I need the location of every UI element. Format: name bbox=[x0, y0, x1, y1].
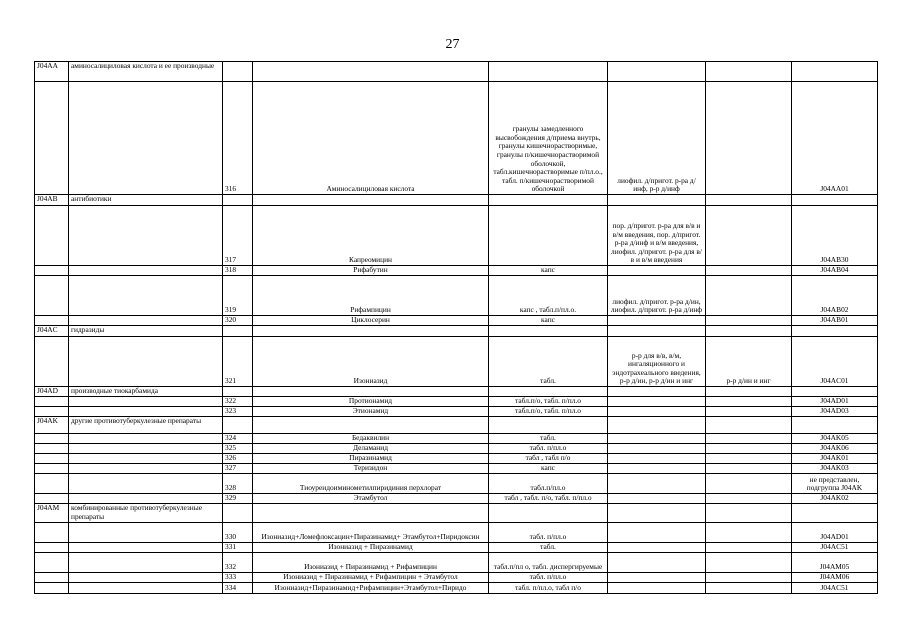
empty-cell bbox=[489, 62, 608, 82]
table-row bbox=[35, 464, 878, 474]
atc-group-name: гидразиды bbox=[69, 326, 223, 337]
empty-cell bbox=[69, 444, 223, 454]
drug-name: Протионамид bbox=[253, 397, 489, 407]
item-number: 328 bbox=[223, 474, 253, 494]
table-row bbox=[35, 474, 878, 494]
empty-cell bbox=[706, 417, 792, 434]
group-row bbox=[35, 504, 878, 523]
table-row bbox=[35, 337, 878, 387]
drug-name: Циклосерин bbox=[253, 316, 489, 326]
empty-cell bbox=[69, 494, 223, 504]
item-number: 316 bbox=[223, 82, 253, 195]
dosage-form: табл. п/пл.о bbox=[489, 444, 608, 454]
dosage-form: капс , табл.п/пл.о. bbox=[489, 276, 608, 316]
empty-cell bbox=[35, 454, 69, 464]
item-number: 327 bbox=[223, 464, 253, 474]
dosage-form: табл.п/пл.о bbox=[489, 474, 608, 494]
dosage-form-other bbox=[706, 573, 792, 583]
atc-code: J04AB01 bbox=[792, 316, 878, 326]
dosage-form-injectable bbox=[608, 494, 706, 504]
dosage-form-other bbox=[706, 444, 792, 454]
dosage-form-other bbox=[706, 407, 792, 417]
empty-cell bbox=[35, 276, 69, 316]
item-number: 334 bbox=[223, 583, 253, 594]
empty-cell bbox=[35, 407, 69, 417]
atc-code: J04AD01 bbox=[792, 523, 878, 543]
dosage-form-injectable bbox=[608, 523, 706, 543]
drug-name: Тиоуреидоиминометилпиридиния перхлорат bbox=[253, 474, 489, 494]
empty-cell bbox=[35, 316, 69, 326]
empty-cell bbox=[69, 407, 223, 417]
dosage-form: табл.п/пл о, табл. диспергируемые bbox=[489, 553, 608, 573]
empty-cell bbox=[792, 326, 878, 337]
dosage-form-other bbox=[706, 206, 792, 266]
dosage-form-other bbox=[706, 523, 792, 543]
atc-code: не представлен, подгруппа J04AK bbox=[792, 474, 878, 494]
dosage-form: табл. п/пл.о, табл п/о bbox=[489, 583, 608, 594]
empty-cell bbox=[69, 464, 223, 474]
empty-cell bbox=[35, 337, 69, 387]
item-number: 321 bbox=[223, 337, 253, 387]
empty-cell bbox=[792, 504, 878, 523]
empty-cell bbox=[706, 62, 792, 82]
atc-code: J04AA01 bbox=[792, 82, 878, 195]
dosage-form-other bbox=[706, 543, 792, 553]
empty-cell bbox=[608, 62, 706, 82]
table-row bbox=[35, 82, 878, 195]
table-row bbox=[35, 454, 878, 464]
atc-code: J04AD03 bbox=[792, 407, 878, 417]
drug-name: Рифабутин bbox=[253, 266, 489, 276]
empty-cell bbox=[69, 337, 223, 387]
dosage-form-other bbox=[706, 474, 792, 494]
empty-cell bbox=[608, 195, 706, 206]
drug-name: Рифампицин bbox=[253, 276, 489, 316]
dosage-form: табл , табл п/о bbox=[489, 454, 608, 464]
item-number: 323 bbox=[223, 407, 253, 417]
empty-cell bbox=[223, 387, 253, 397]
item-number: 332 bbox=[223, 553, 253, 573]
item-number: 331 bbox=[223, 543, 253, 553]
empty-cell bbox=[489, 326, 608, 337]
empty-cell bbox=[69, 553, 223, 573]
atc-code: J04AK05 bbox=[792, 434, 878, 444]
empty-cell bbox=[35, 583, 69, 594]
atc-group-name: антибиотики bbox=[69, 195, 223, 206]
empty-cell bbox=[69, 82, 223, 195]
empty-cell bbox=[608, 417, 706, 434]
dosage-form-injectable bbox=[608, 454, 706, 464]
dosage-form-other bbox=[706, 494, 792, 504]
empty-cell bbox=[223, 62, 253, 82]
empty-cell bbox=[706, 387, 792, 397]
dosage-form-injectable bbox=[608, 397, 706, 407]
atc-group-name: комбинированные противотуберкулезные препараты bbox=[69, 504, 223, 523]
empty-cell bbox=[35, 266, 69, 276]
atc-code: J04AK02 bbox=[792, 494, 878, 504]
empty-cell bbox=[35, 553, 69, 573]
empty-cell bbox=[608, 326, 706, 337]
empty-cell bbox=[35, 494, 69, 504]
dosage-form-other bbox=[706, 454, 792, 464]
drug-name: Бедаквилин bbox=[253, 434, 489, 444]
dosage-form-injectable bbox=[608, 444, 706, 454]
drug-name: Капреомицин bbox=[253, 206, 489, 266]
table-row bbox=[35, 523, 878, 543]
dosage-form-other: р-р д/ин и инг bbox=[706, 337, 792, 387]
empty-cell bbox=[489, 387, 608, 397]
empty-cell bbox=[489, 417, 608, 434]
empty-cell bbox=[706, 504, 792, 523]
dosage-form-injectable bbox=[608, 434, 706, 444]
dosage-form-injectable bbox=[608, 573, 706, 583]
table-row bbox=[35, 407, 878, 417]
atc-group-code: J04AM bbox=[35, 504, 69, 523]
dosage-form: капс bbox=[489, 464, 608, 474]
item-number: 333 bbox=[223, 573, 253, 583]
dosage-form-injectable bbox=[608, 266, 706, 276]
empty-cell bbox=[223, 504, 253, 523]
drug-table bbox=[34, 61, 878, 594]
drug-name: Деламанид bbox=[253, 444, 489, 454]
table-row bbox=[35, 494, 878, 504]
empty-cell bbox=[608, 387, 706, 397]
dosage-form-injectable bbox=[608, 407, 706, 417]
empty-cell bbox=[35, 444, 69, 454]
page-number: 27 bbox=[445, 37, 460, 52]
dosage-form-injectable bbox=[608, 474, 706, 494]
empty-cell bbox=[253, 326, 489, 337]
item-number: 317 bbox=[223, 206, 253, 266]
dosage-form: табл.п/о, табл. п/пл.о bbox=[489, 397, 608, 407]
atc-code: J04AB30 bbox=[792, 206, 878, 266]
table-row bbox=[35, 543, 878, 553]
empty-cell bbox=[69, 206, 223, 266]
group-row bbox=[35, 62, 878, 82]
empty-cell bbox=[792, 62, 878, 82]
drug-name: Изониазид + Пиразинамид + Рифампицин + Этамбутол bbox=[253, 573, 489, 583]
empty-cell bbox=[253, 62, 489, 82]
dosage-form: табл. п/пл.о bbox=[489, 573, 608, 583]
empty-cell bbox=[69, 543, 223, 553]
dosage-form-other bbox=[706, 266, 792, 276]
atc-group-name: другие противотуберкулезные препараты bbox=[69, 417, 223, 434]
table-row bbox=[35, 316, 878, 326]
empty-cell bbox=[69, 523, 223, 543]
drug-name: Изониазид + Пиразинамид + Рифампицин bbox=[253, 553, 489, 573]
table-row bbox=[35, 553, 878, 573]
dosage-form-other bbox=[706, 464, 792, 474]
table-row bbox=[35, 444, 878, 454]
group-row bbox=[35, 387, 878, 397]
empty-cell bbox=[253, 504, 489, 523]
empty-cell bbox=[253, 387, 489, 397]
empty-cell bbox=[792, 387, 878, 397]
dosage-form: гранулы замедленного высвобождения д/приема внутрь, гранулы кишечнорастворимые, гранулы п/кишечнорастворимой оболочкой, табл.кишечнорастворимые п/пл.о., табл. п/кишечнорастворимой оболочкой bbox=[489, 82, 608, 195]
drug-name: Теризидон bbox=[253, 464, 489, 474]
atc-code: J04AB04 bbox=[792, 266, 878, 276]
group-row bbox=[35, 195, 878, 206]
item-number: 329 bbox=[223, 494, 253, 504]
dosage-form: табл. bbox=[489, 434, 608, 444]
empty-cell bbox=[35, 434, 69, 444]
dosage-form-other bbox=[706, 316, 792, 326]
dosage-form: табл. bbox=[489, 543, 608, 553]
atc-code: J04AD01 bbox=[792, 397, 878, 407]
atc-code: J04AK01 bbox=[792, 454, 878, 464]
empty-cell bbox=[69, 276, 223, 316]
drug-name: Аминосалициловая кислота bbox=[253, 82, 489, 195]
table-row bbox=[35, 206, 878, 266]
empty-cell bbox=[69, 454, 223, 464]
atc-code: J04AM05 bbox=[792, 553, 878, 573]
item-number: 319 bbox=[223, 276, 253, 316]
empty-cell bbox=[69, 397, 223, 407]
atc-code: J04AK03 bbox=[792, 464, 878, 474]
drug-table-body bbox=[35, 62, 878, 594]
item-number: 330 bbox=[223, 523, 253, 543]
empty-cell bbox=[608, 504, 706, 523]
dosage-form-other bbox=[706, 276, 792, 316]
atc-code: J04AB02 bbox=[792, 276, 878, 316]
dosage-form bbox=[489, 206, 608, 266]
empty-cell bbox=[706, 326, 792, 337]
empty-cell bbox=[489, 504, 608, 523]
drug-name: Изониазид+Ломефлоксацин+Пиразинамид+ Этамбутол+Пиридоксин bbox=[253, 523, 489, 543]
drug-name: Изониазид bbox=[253, 337, 489, 387]
item-number: 325 bbox=[223, 444, 253, 454]
empty-cell bbox=[35, 82, 69, 195]
dosage-form-injectable: лиофил. д/пригот. р-ра д/ин, лиофил. д/пригот. р-ра д/инф bbox=[608, 276, 706, 316]
group-row bbox=[35, 326, 878, 337]
atc-group-code: J04AC bbox=[35, 326, 69, 337]
dosage-form-injectable: р-р для в/в, в/м, ингаляционного и эндотрахеального введения, р-р д/ин, р-р д/ин и инг bbox=[608, 337, 706, 387]
drug-name: Этамбутол bbox=[253, 494, 489, 504]
dosage-form-other bbox=[706, 434, 792, 444]
table-row bbox=[35, 573, 878, 583]
table-row bbox=[35, 434, 878, 444]
empty-cell bbox=[69, 573, 223, 583]
empty-cell bbox=[35, 397, 69, 407]
dosage-form: табл.п/о, табл. п/пл.о bbox=[489, 407, 608, 417]
empty-cell bbox=[69, 583, 223, 594]
dosage-form: капс bbox=[489, 266, 608, 276]
atc-group-code: J04AB bbox=[35, 195, 69, 206]
empty-cell bbox=[223, 417, 253, 434]
atc-code: J04AC51 bbox=[792, 543, 878, 553]
dosage-form-injectable bbox=[608, 316, 706, 326]
atc-code: J04AC51 bbox=[792, 583, 878, 594]
dosage-form-other bbox=[706, 583, 792, 594]
item-number: 318 bbox=[223, 266, 253, 276]
dosage-form: табл. bbox=[489, 337, 608, 387]
dosage-form-injectable bbox=[608, 464, 706, 474]
dosage-form: табл. п/пл.о bbox=[489, 523, 608, 543]
empty-cell bbox=[35, 206, 69, 266]
empty-cell bbox=[69, 316, 223, 326]
empty-cell bbox=[35, 573, 69, 583]
atc-group-name: аминосалициловая кислота и ее производные bbox=[69, 62, 223, 82]
item-number: 324 bbox=[223, 434, 253, 444]
atc-code: J04AM06 bbox=[792, 573, 878, 583]
dosage-form-other bbox=[706, 553, 792, 573]
atc-code: J04AC01 bbox=[792, 337, 878, 387]
drug-name: Этионамид bbox=[253, 407, 489, 417]
group-row bbox=[35, 417, 878, 434]
table-row bbox=[35, 397, 878, 407]
table-row bbox=[35, 583, 878, 594]
empty-cell bbox=[35, 474, 69, 494]
dosage-form-other bbox=[706, 397, 792, 407]
empty-cell bbox=[792, 417, 878, 434]
dosage-form-injectable bbox=[608, 553, 706, 573]
drug-name: Изониазид+Пиразинамид+Рифампицин+Этамбутол+Пиридо bbox=[253, 583, 489, 594]
empty-cell bbox=[69, 266, 223, 276]
empty-cell bbox=[223, 326, 253, 337]
empty-cell bbox=[35, 543, 69, 553]
drug-name: Пиразинамид bbox=[253, 454, 489, 464]
empty-cell bbox=[69, 474, 223, 494]
dosage-form-injectable: пор. д/пригот. р-ра для в/в и в/м введения, пор. д/пригот. р-ра д/инф и в/м введения, лиофил. д/пригот. р-ра для в/в и в/м введения bbox=[608, 206, 706, 266]
atc-code: J04AK06 bbox=[792, 444, 878, 454]
empty-cell bbox=[253, 195, 489, 206]
dosage-form-injectable: лиофил. д/пригот. р-ра д/инф, р-р д/инф bbox=[608, 82, 706, 195]
dosage-form: табл , табл. п/о, табл. п/пл.о bbox=[489, 494, 608, 504]
drug-name: Изониазид + Пиразинамид bbox=[253, 543, 489, 553]
table-row bbox=[35, 266, 878, 276]
dosage-form-other bbox=[706, 82, 792, 195]
item-number: 320 bbox=[223, 316, 253, 326]
item-number: 326 bbox=[223, 454, 253, 464]
empty-cell bbox=[489, 195, 608, 206]
item-number: 322 bbox=[223, 397, 253, 407]
empty-cell bbox=[706, 195, 792, 206]
atc-group-code: J04AK bbox=[35, 417, 69, 434]
atc-group-name: производные тиокарбамида bbox=[69, 387, 223, 397]
dosage-form-injectable bbox=[608, 583, 706, 594]
atc-group-code: J04AD bbox=[35, 387, 69, 397]
empty-cell bbox=[35, 464, 69, 474]
dosage-form-injectable bbox=[608, 543, 706, 553]
empty-cell bbox=[223, 195, 253, 206]
dosage-form: капс bbox=[489, 316, 608, 326]
empty-cell bbox=[69, 434, 223, 444]
empty-cell bbox=[792, 195, 878, 206]
atc-group-code: J04AA bbox=[35, 62, 69, 82]
empty-cell bbox=[35, 523, 69, 543]
table-row bbox=[35, 276, 878, 316]
empty-cell bbox=[253, 417, 489, 434]
